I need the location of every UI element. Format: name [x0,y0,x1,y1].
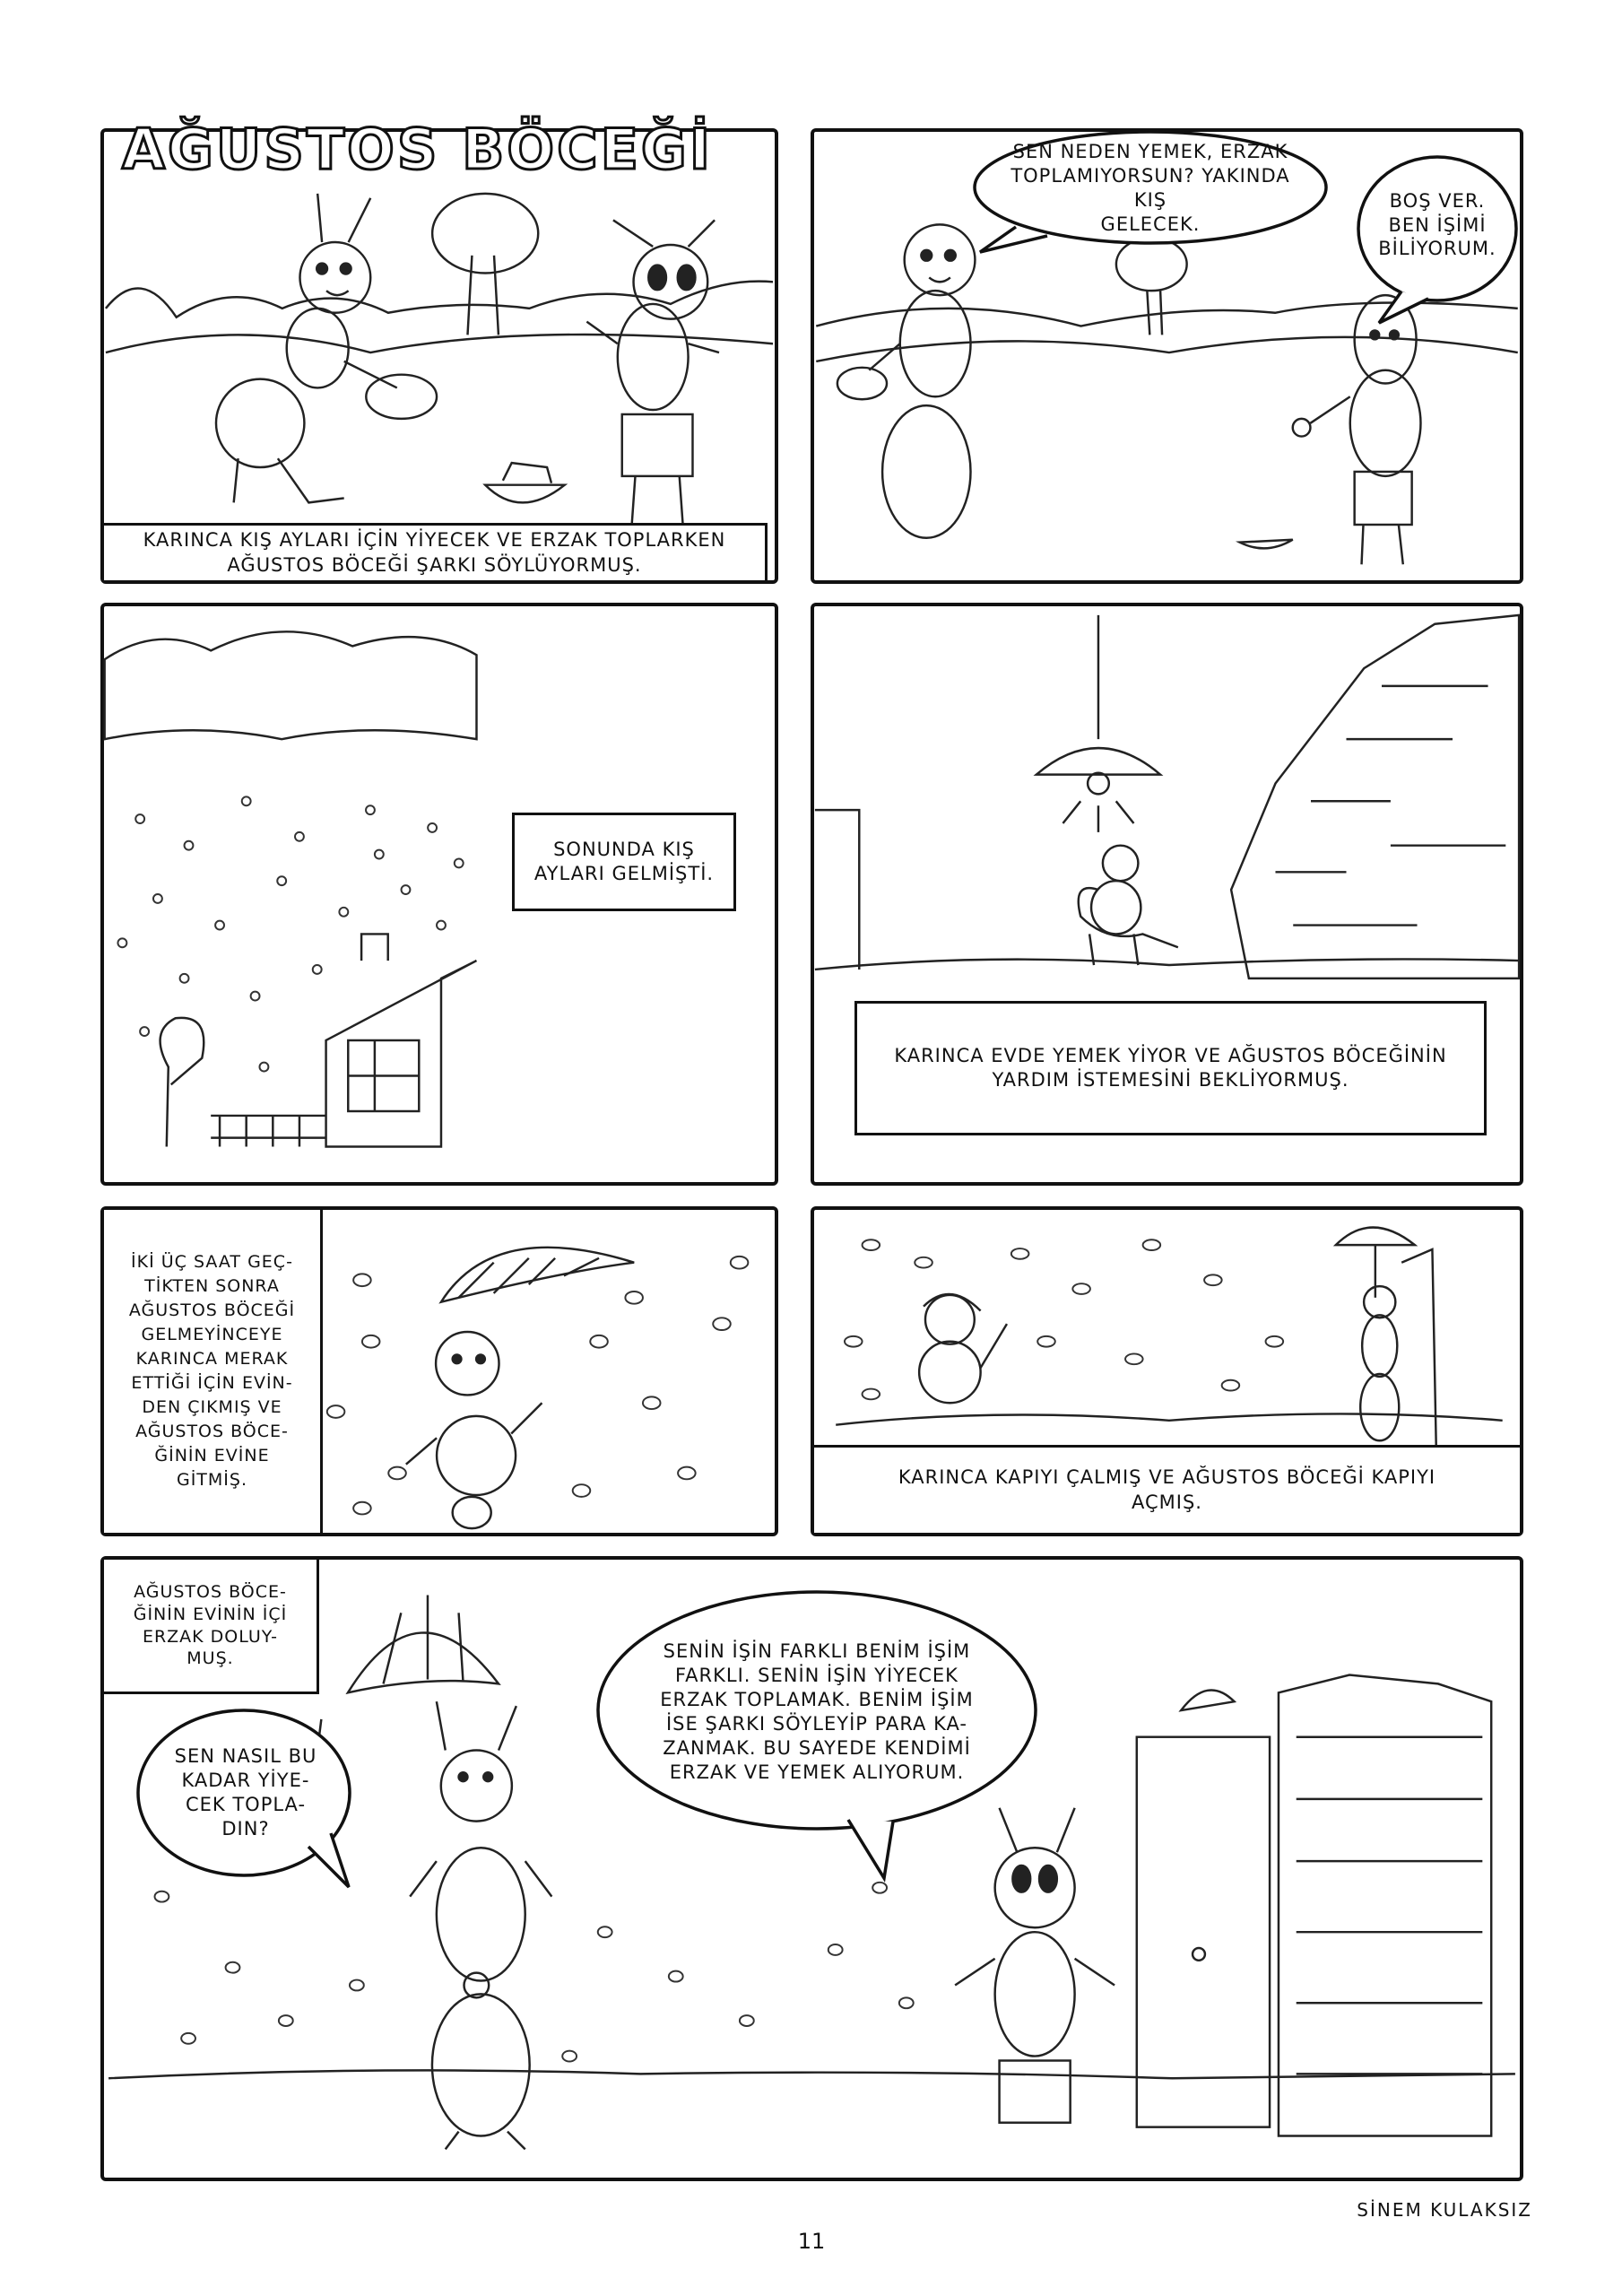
panel-5 [100,1206,778,1536]
panel-5-caption: İKİ ÜÇ SAAT GEÇ- TİKTEN SONRA AĞUSTOS BÖCEĞİ GELMEYİNCEYE KARINCA MERAK ETTİĞİ İÇİN EVİN- DEN ÇIKMIŞ VE AĞUSTOS BÖCE- ĞİNİN EVİNE GİTMİŞ. [104,1210,323,1533]
panel-1-art [104,132,775,580]
author-credit: SİNEM KULAKSIZ [1357,2199,1532,2221]
panel-6 [811,1206,1523,1536]
panel-4-caption: KARINCA EVDE YEMEK YİYOR VE AĞUSTOS BÖCEĞİNİN YARDIM İSTEMESİNİ BEKLİYORMUŞ. [854,1001,1487,1135]
svg-text:AĞUSTOS BÖCEĞİ: AĞUSTOS BÖCEĞİ [122,117,713,182]
panel-1 [100,128,778,584]
panel-1-caption: KARINCA KIŞ AYLARI İÇİN YİYECEK VE ERZAK TOPLARKEN AĞUSTOS BÖCEĞİ ŞARKI SÖYLÜYORMUŞ. [104,523,768,580]
panel-6-caption: KARINCA KAPIYI ÇALMIŞ VE AĞUSTOS BÖCEĞİ KAPIYI AÇMIŞ. [814,1445,1520,1533]
panel-7-cicada-speech-text: SENİN İŞİN FARKLI BENİM İŞİM FARKLI. SENİN İŞİN YİYECEK ERZAK TOPLAMAK. BENİM İŞİM İSE ŞARKI SÖYLEYİP PARA KA- ZANMAK. BU SAYEDE KENDİMİ ERZAK VE YEMEK ALIYORUM. [660,1640,974,1783]
panel-3-caption: SONUNDA KIŞ AYLARI GELMİŞTİ. [512,813,736,911]
panel-7-caption: AĞUSTOS BÖCE- ĞİNİN EVİNİN İÇİ ERZAK DOLUY- MUŞ. [104,1560,319,1694]
panel-7 [100,1556,1523,2181]
panel-2-cicada-speech-text: BOŞ VER. BEN İŞİMİ BİLİYORUM. [1378,189,1496,260]
panel-2 [811,128,1523,584]
panel-3-frame [100,603,778,1186]
comic-title [117,106,713,192]
panel-7-ant-speech-text: SEN NASIL BU KADAR YİYE- CEK TOPLA- DIN? [174,1745,317,1839]
page-number: 11 [797,2229,826,2254]
panel-4 [811,603,1523,1186]
panel-2-ant-speech-text: SEN NEDEN YEMEK, ERZAK TOPLAMIYORSUN? YAKINDA KIŞ GELECEK. [1010,141,1290,235]
